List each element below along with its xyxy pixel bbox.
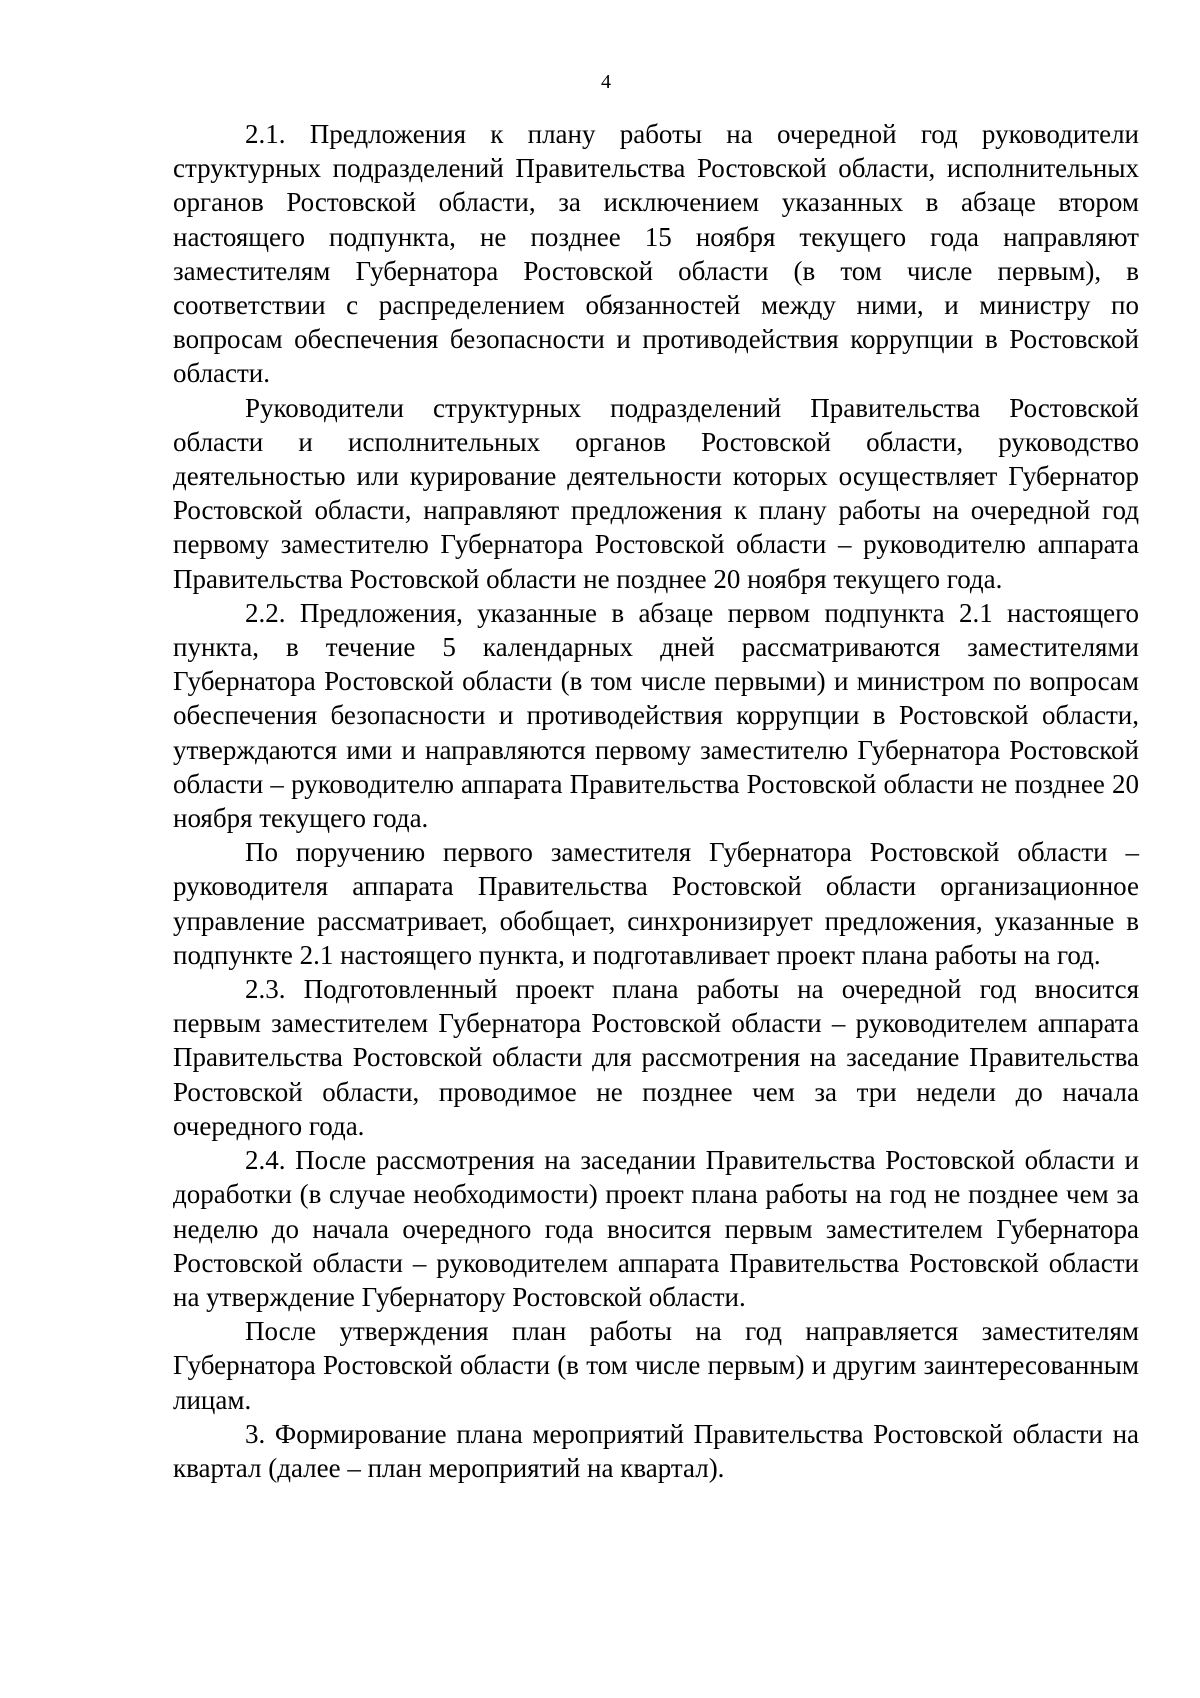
paragraph-2-4-second: После утверждения план работы на год направляется заместителям Губернатора Ростовской области (в том числе первым) и другим заинтересованным лицам.: [173, 1316, 1139, 1415]
paragraph-2-1-second: Руководители структурных подразделений Правительства Ростовской области и исполнительных органов Ростовской области, руководство деятельностью или курирование деятельности которых осуществляет Губернатор Ростовской области, направляют предложения к плану работы на очередной год первому заместителю Губернатора Ростовской области – руководителю аппарата Правительства Ростовской области не позднее 20 ноября текущего года.: [173, 392, 1139, 594]
page-number: 4: [601, 71, 611, 93]
paragraph-2-1: 2.1. Предложения к плану работы на очередной год руководители структурных подразделений Правительства Ростовской области, исполнительных органов Ростовской области, за исключением указанных в абзаце втором настоящего подпункта, не позднее 15 ноября текущего года направляют заместителям Губернатора Ростовской области (в том числе первым), в соответствии с распределением обязанностей между ними, и министру по вопросам обеспечения безопасности и противодействия коррупции в Ростовской области.: [173, 119, 1139, 389]
paragraph-2-3: 2.3. Подготовленный проект плана работы на очередной год вносится первым заместителем Губернатора Ростовской области – руководителем аппарата Правительства Ростовской области для рассмотрения на заседание Правительства Ростовской области, проводимое не позднее чем за три недели до начала очередного года.: [173, 974, 1139, 1141]
paragraph-2-2-second: По поручению первого заместителя Губернатора Ростовской области – руководителя аппарата Правительства Ростовской области организационное управление рассматривает, обобщает, синхронизирует предложения, указанные в подпункте 2.1 настоящего пункта, и подготавливает проект плана работы на год.: [173, 837, 1139, 970]
paragraph-2-4: 2.4. После рассмотрения на заседании Правительства Ростовской области и доработки (в случае необходимости) проект плана работы на год не позднее чем за неделю до начала очередного года вносится первым заместителем Губернатора Ростовской области – руководителем аппарата Правительства Ростовской области на утверждение Губернатору Ростовской области.: [173, 1145, 1139, 1312]
document-body: [173, 117, 1139, 1485]
paragraph-3: 3. Формирование плана мероприятий Правительства Ростовской области на квартал (далее – план мероприятий на квартал).: [173, 1418, 1139, 1483]
paragraph-2-2: 2.2. Предложения, указанные в абзаце первом подпункта 2.1 настоящего пункта, в течение 5 календарных дней рассматриваются заместителями Губернатора Ростовской области (в том числе первыми) и министром по вопросам обеспечения безопасности и противодействия коррупции в Ростовской области, утверждаются ими и направляются первому заместителю Губернатора Ростовской области – руководителю аппарата Правительства Ростовской области не позднее 20 ноября текущего года.: [173, 597, 1139, 834]
